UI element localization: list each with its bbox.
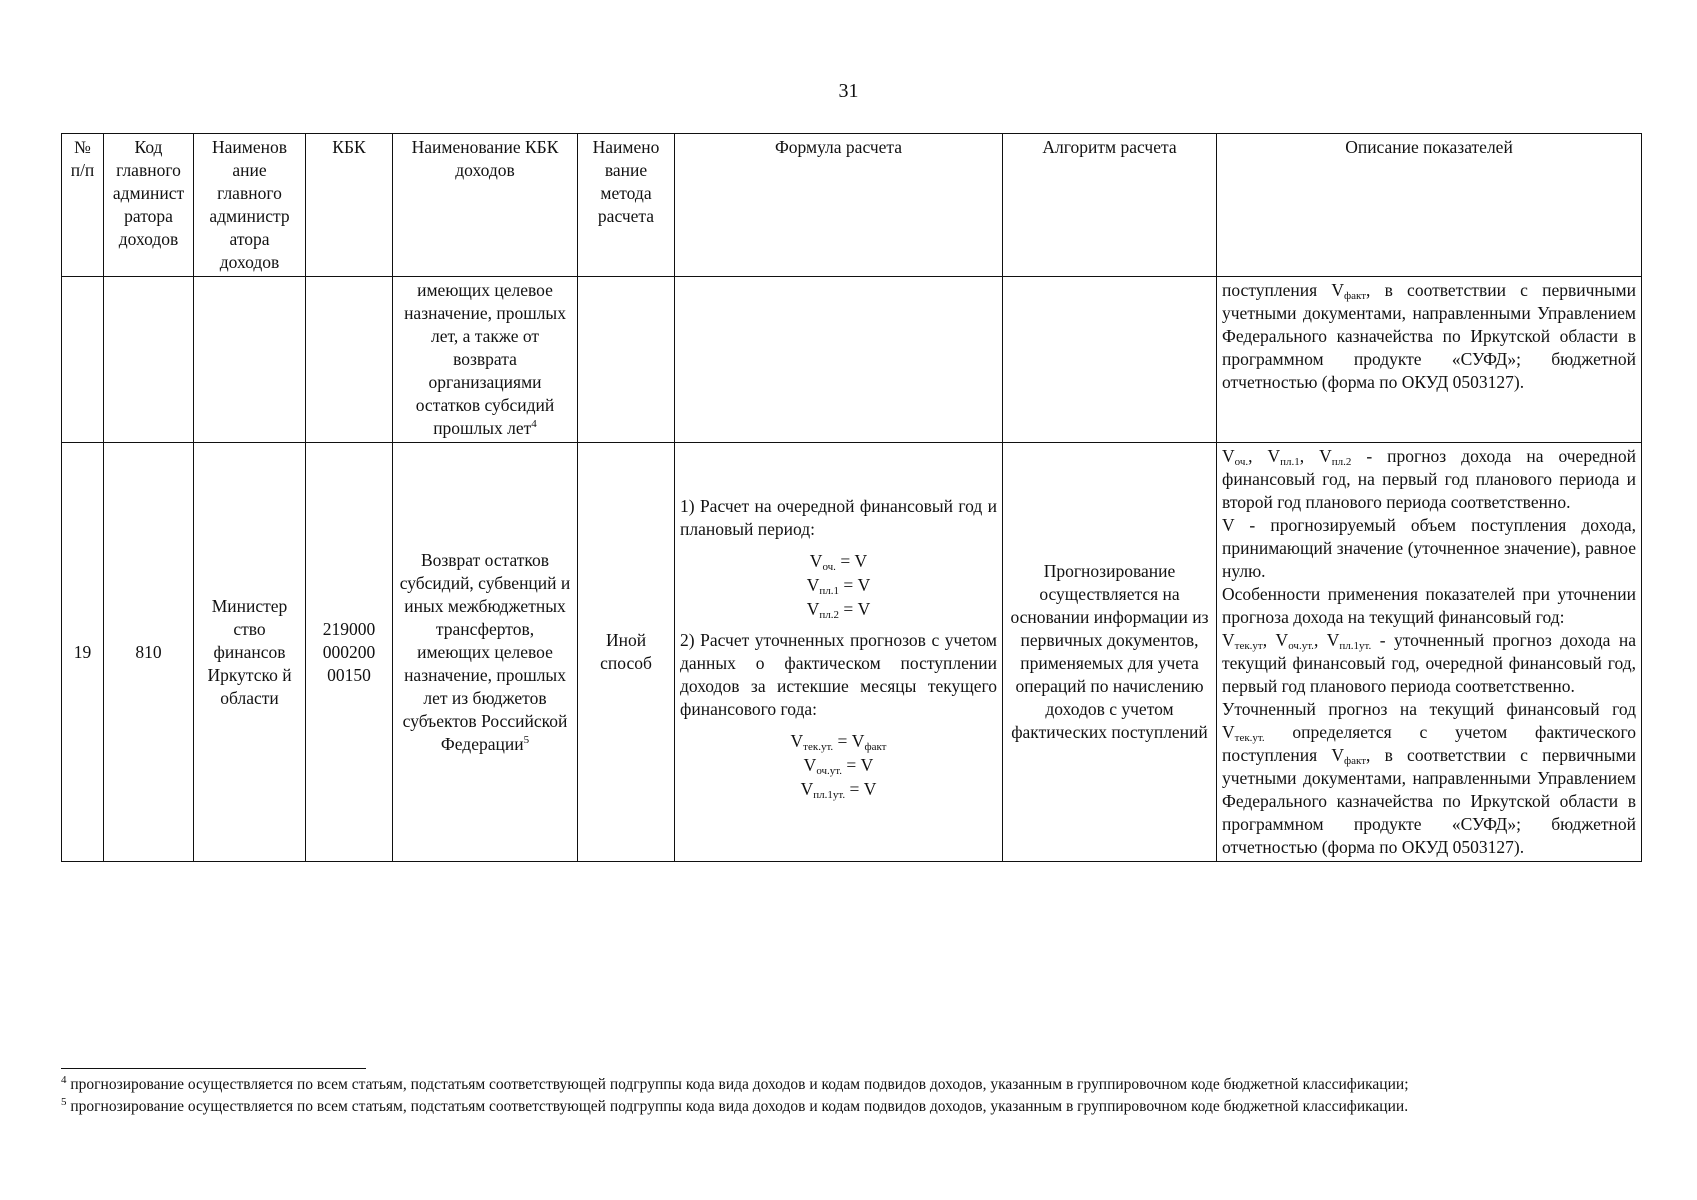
formula-rhs: = V [833, 731, 865, 751]
cell-empty [578, 277, 675, 443]
desc-text: - уточненный прогноз дохода на текущий финансовый год, очередной финансовый год, первый год планового периода соответственно. [1222, 630, 1636, 696]
cell-admin-name: Министер ство финансов Иркутско й области [194, 443, 306, 862]
formula-line [680, 729, 997, 753]
formula-sub: оч.ут. [816, 765, 843, 777]
formula-rhs: = V [839, 575, 871, 595]
footnote-mark: 5 [61, 1095, 67, 1108]
footnote-text: прогнозирование осуществляется по всем статьям, подстатьям соответствующей подгруппы кода вида доходов и кодам подвидов доходов, указанным в группировочном коде бюджетной классификации. [66, 1098, 1409, 1115]
cell-description-cont [1217, 277, 1642, 443]
formula-rhs: = V [842, 755, 874, 775]
formula-line [680, 597, 997, 621]
footnote-ref-4: 4 [531, 418, 537, 431]
header-kbk-name: Наименование КБК доходов [393, 134, 578, 277]
cell-empty [306, 277, 393, 443]
desc-sub: тек.ут. [1234, 732, 1265, 744]
cell-description [1217, 443, 1642, 862]
cell-empty [62, 277, 104, 443]
cell-num: 19 [62, 443, 104, 862]
formula-line [680, 753, 997, 777]
desc-text: , V [1248, 446, 1281, 466]
desc-paragraph-2: V - прогнозируемый объем поступления дохода, принимающий значение (уточненное значение), равное нулю. [1222, 515, 1636, 581]
formula-sub: пл.1 [819, 585, 839, 597]
header-description: Описание показателей [1217, 134, 1642, 277]
desc-text: , V [1313, 630, 1340, 650]
desc-text: , V [1299, 446, 1332, 466]
header-admin-code: Код главного админист ратора доходов [104, 134, 194, 277]
cell-admin-code: 810 [104, 443, 194, 862]
formula-rhs: = V [839, 599, 871, 619]
formula-line [680, 549, 997, 573]
desc-sub: оч.ут. [1288, 640, 1314, 652]
desc-sub: пл.1ут. [1339, 640, 1372, 652]
page-number: 31 [838, 80, 859, 102]
formula-sub: пл.2 [819, 609, 839, 621]
desc-text: - прогноз дохода на очередной финансовый год, на первый год планового периода и второй год планового периода соответственно. [1222, 446, 1636, 512]
formula-var: V [800, 779, 814, 799]
cell-empty [1003, 277, 1217, 443]
desc-text: , V [1262, 630, 1289, 650]
formula-rhs: = V [845, 779, 877, 799]
header-algorithm: Алгоритм расчета [1003, 134, 1217, 277]
header-formula: Формула расчета [675, 134, 1003, 277]
footnote-5 [61, 1097, 1639, 1117]
desc-text: Уточненный прогноз на текущий финансовый год V [1222, 699, 1636, 742]
formula-var: V [806, 575, 820, 595]
kbk-name-text: Возврат остатков субсидий, субвенций и иных межбюджетных трансфертов, имеющих целевое назначение, прошлых лет из бюджетов субъектов Российской Федерации [399, 549, 571, 754]
desc-sub: тек.ут [1234, 640, 1263, 652]
desc-text: поступления V [1222, 280, 1344, 300]
cell-kbk-name [393, 443, 578, 862]
desc-text: , в соответствии с первичными учетными документами, направленными Управлением Федерального казначейства по Иркутской области в программном продукте «СУФД»; бюджетной отчетностью (форма по ОКУД 0503127). [1222, 280, 1636, 392]
cell-empty [104, 277, 194, 443]
cell-formula [675, 443, 1003, 862]
footnote-divider [61, 1068, 366, 1069]
formula-sub: пл.1ут. [813, 789, 846, 801]
desc-sub: пл.2 [1331, 456, 1352, 468]
cell-kbk: 219000 000200 00150 [306, 443, 393, 862]
desc-sub: оч. [1234, 456, 1249, 468]
formula-sub: факт [864, 741, 887, 753]
formula-sub: тек.ут. [803, 741, 834, 753]
header-kbk: КБК [306, 134, 393, 277]
footnote-4 [61, 1075, 1639, 1095]
header-num: № п/п [62, 134, 104, 277]
cell-empty [194, 277, 306, 443]
kbk-name-text: имеющих целевое назначение, прошлых лет, а также от возврата организациями остатков субсидий прошлых лет [404, 280, 566, 438]
table-row-19 [62, 443, 1642, 862]
formula-paragraph-2: 2) Расчет уточненных прогнозов с учетом данных о фактическом поступлении доходов за истекшие месяцы текущего финансового года: [680, 630, 997, 719]
desc-paragraph-3: Особенности применения показателей при уточнении прогноза дохода на текущий финансовый год: [1222, 584, 1636, 627]
footnotes [61, 1068, 1639, 1119]
desc-sub: пл.1 [1280, 456, 1300, 468]
formula-var: V [809, 551, 823, 571]
header-admin-name: Наименов ание главного администр атора доходов [194, 134, 306, 277]
desc-paragraph-5 [1222, 698, 1636, 859]
desc-text: определяется с учетом фактического поступления V [1222, 722, 1636, 765]
desc-text: V [1222, 446, 1235, 466]
desc-paragraph-4 [1222, 629, 1636, 698]
formula-var: V [803, 755, 817, 775]
cell-kbk-name-cont [393, 277, 578, 443]
formula-var: V [790, 731, 804, 751]
formula-var: V [806, 599, 820, 619]
formula-sub: оч. [822, 561, 836, 573]
formula-block-1 [680, 549, 997, 621]
cell-method: Иной способ [578, 443, 675, 862]
desc-paragraph-1 [1222, 445, 1636, 514]
table-row-continuation [62, 277, 1642, 443]
desc-sub: факт [1343, 290, 1367, 302]
revenue-forecast-table [61, 133, 1642, 862]
table-header-row [62, 134, 1642, 277]
formula-block-2 [680, 729, 997, 801]
desc-text: V [1222, 630, 1235, 650]
formula-line [680, 777, 997, 801]
formula-paragraph-1: 1) Расчет на очередной финансовый год и плановый период: [680, 496, 997, 539]
formula-rhs: = V [835, 551, 868, 571]
footnote-text: прогнозирование осуществляется по всем статьям, подстатьям соответствующей подгруппы кода вида доходов и кодам подвидов доходов, указанным в группировочном коде бюджетной классификации; [66, 1076, 1409, 1093]
formula-line [680, 573, 997, 597]
cell-algorithm: Прогнозирование осуществляется на основании информации из первичных документов, применяемых для учета операций по начислению доходов с учетом фактических поступлений [1003, 443, 1217, 862]
header-method: Наимено вание метода расчета [578, 134, 675, 277]
footnote-mark: 4 [61, 1073, 67, 1086]
cell-empty [675, 277, 1003, 443]
desc-sub: факт [1343, 755, 1367, 767]
footnote-ref-5: 5 [523, 733, 530, 746]
desc-text: , в соответствии с первичными учетными документами, направленными Управлением Федерального казначейства по Иркутской области в программном продукте «СУФД»; бюджетной отчетностью (форма по ОКУД 0503127). [1222, 745, 1636, 857]
